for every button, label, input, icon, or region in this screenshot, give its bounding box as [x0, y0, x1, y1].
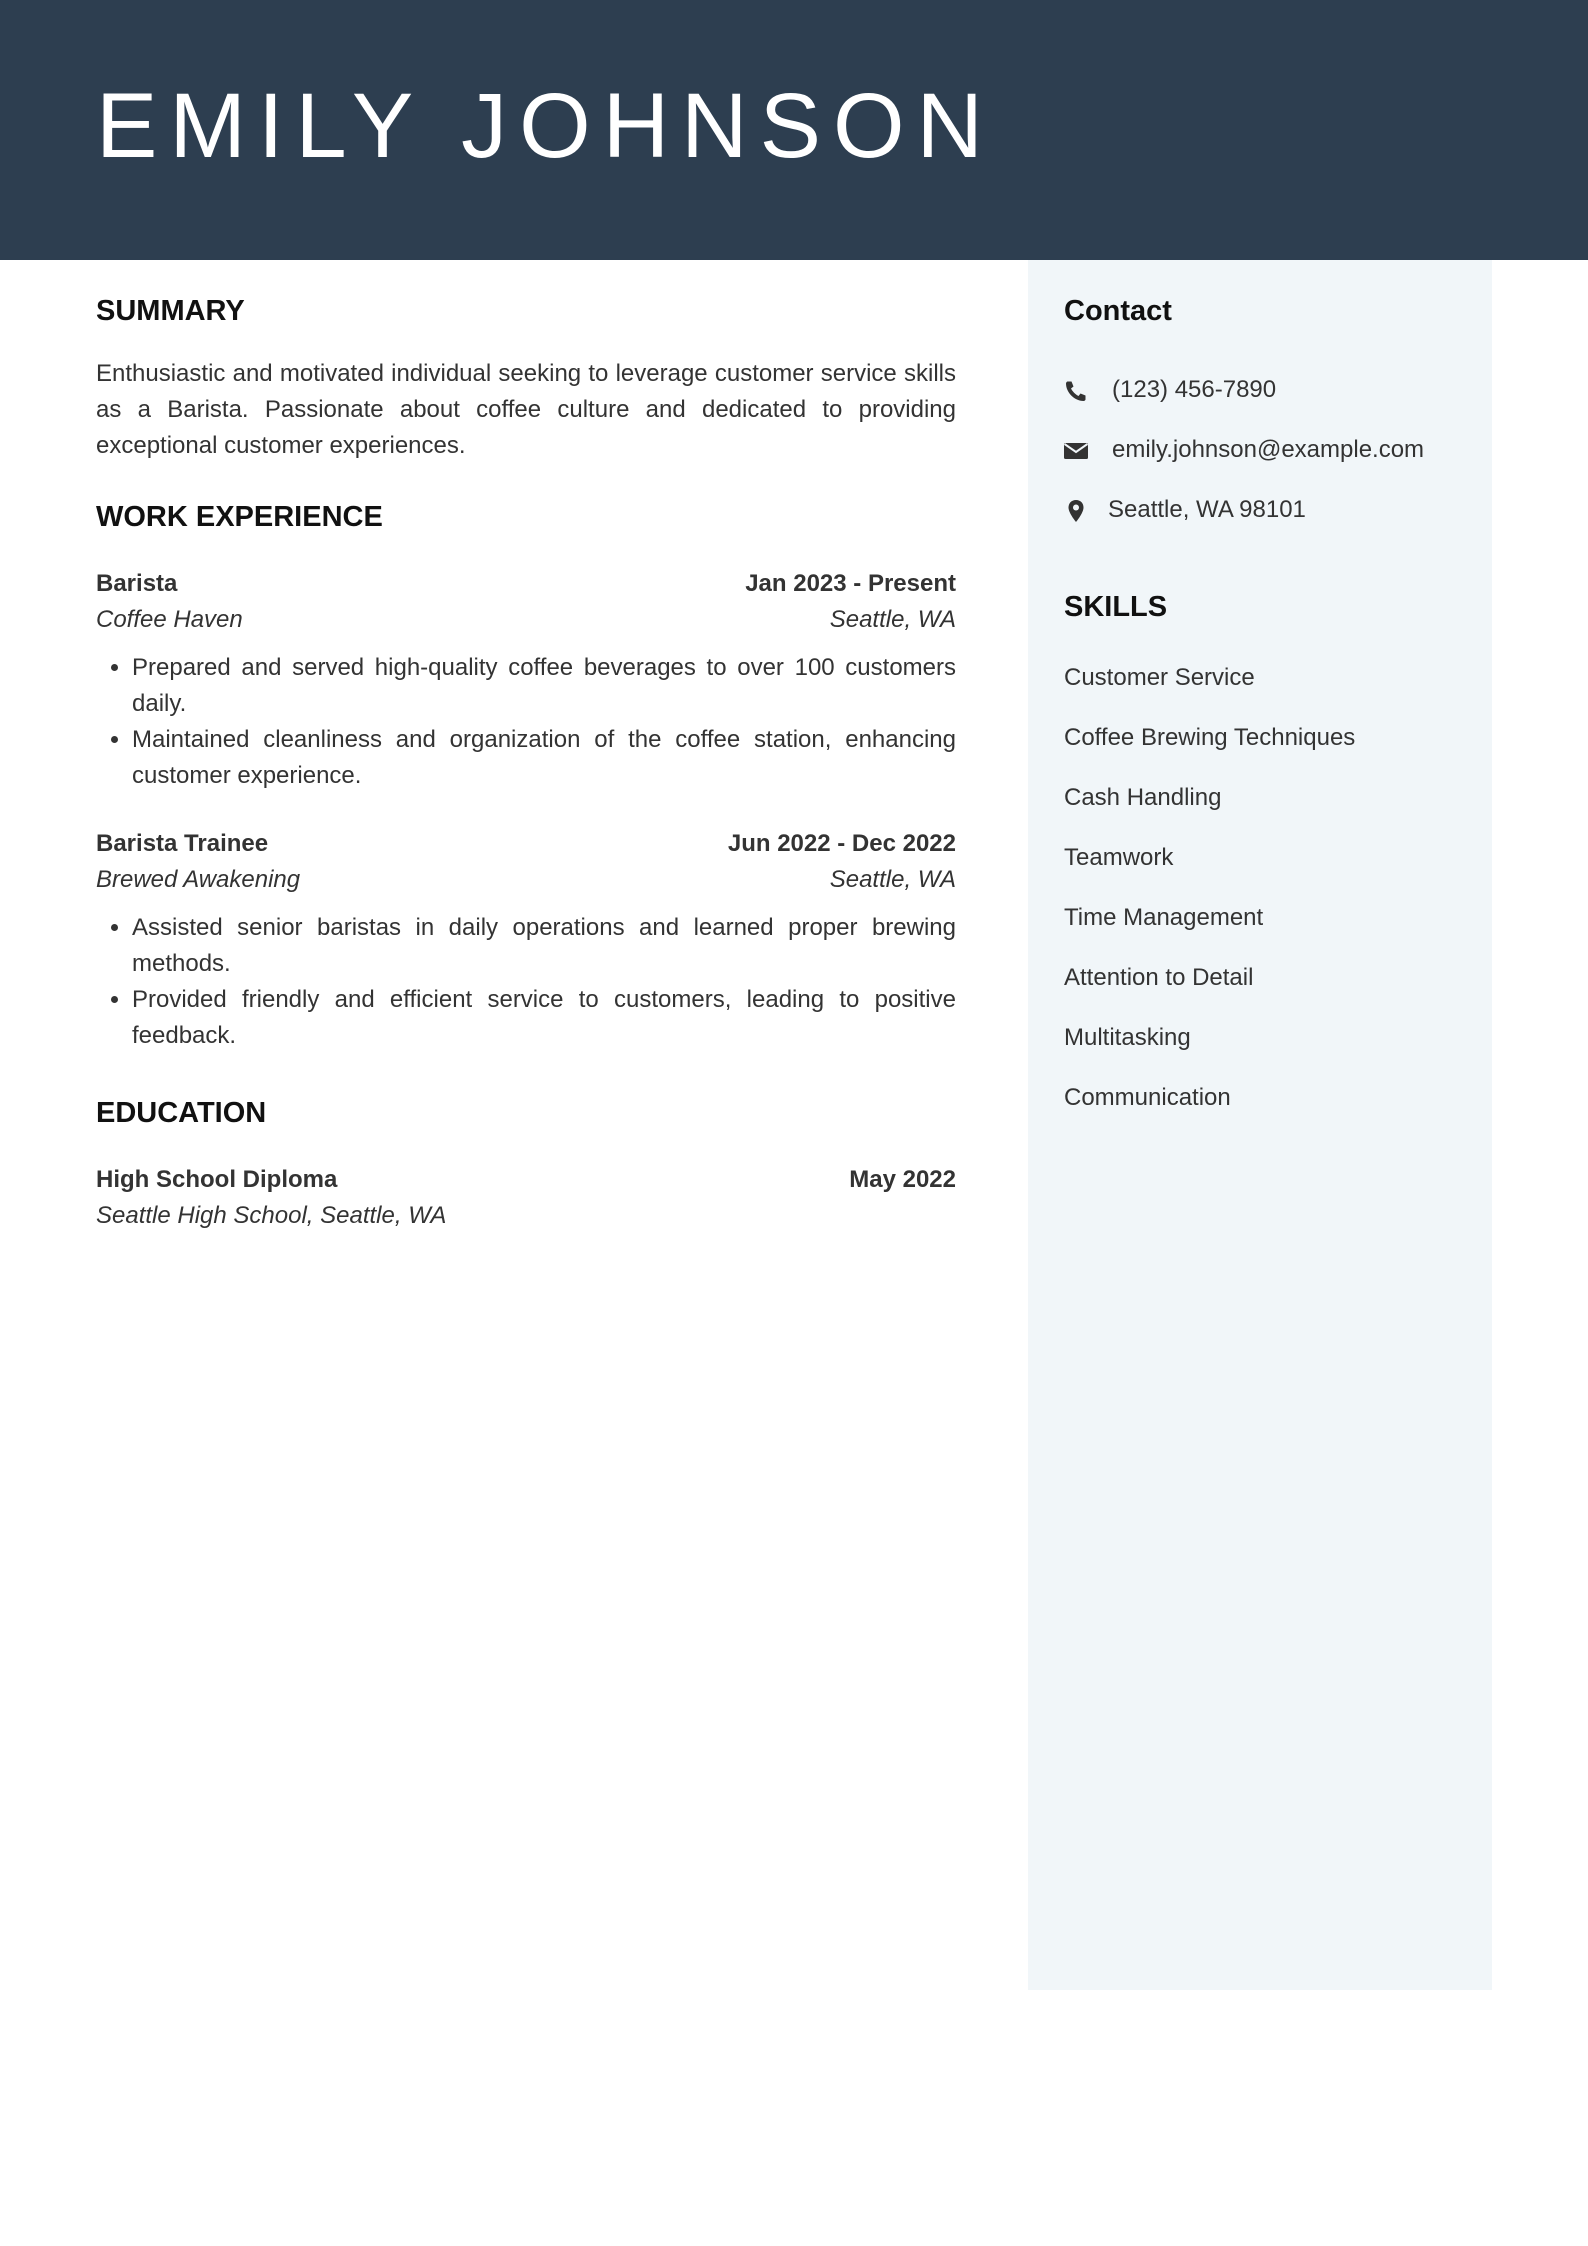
candidate-name: EMILY JOHNSON: [96, 75, 995, 177]
job-dates: Jan 2023 - Present: [745, 570, 956, 597]
summary-heading: SUMMARY: [96, 295, 245, 327]
skill-item: Customer Service: [1064, 664, 1255, 691]
envelope-icon: [1064, 438, 1088, 462]
job-bullets: [96, 650, 956, 794]
job-entry: [96, 566, 956, 794]
job-location: Seattle, WA: [829, 866, 956, 893]
phone-icon: [1064, 378, 1088, 402]
job-bullet: • Prepared and served high-quality coffee beverages to over 100 customers daily.: [132, 650, 956, 722]
job-title: Barista: [96, 570, 178, 597]
education-heading: EDUCATION: [96, 1097, 267, 1129]
skill-item: Cash Handling: [1064, 784, 1222, 811]
email-address: emily.johnson@example.com: [1112, 436, 1425, 463]
skills-list: [1064, 660, 1355, 1140]
sidebar: [1028, 260, 1492, 1990]
job-bullet: • Assisted senior baristas in daily operations and learned proper brewing methods.: [132, 910, 956, 982]
header-banner: [0, 0, 1588, 260]
contact-heading: Contact: [1064, 295, 1172, 327]
skill-item: Time Management: [1064, 904, 1264, 931]
phone-number: (123) 456-7890: [1112, 376, 1277, 403]
job-bullets: [96, 910, 956, 1054]
job-company: Brewed Awakening: [96, 866, 301, 893]
contact-email: [1064, 432, 1424, 468]
job-location: Seattle, WA: [829, 606, 956, 633]
job-entry: [96, 826, 956, 1054]
work-experience-heading: WORK EXPERIENCE: [96, 501, 383, 533]
degree: High School Diploma: [96, 1166, 338, 1193]
map-pin-icon: [1064, 498, 1088, 522]
skill-item: Communication: [1064, 1084, 1231, 1111]
location-text: Seattle, WA 98101: [1108, 496, 1306, 523]
contact-phone: [1064, 372, 1276, 408]
skill-item: Multitasking: [1064, 1024, 1191, 1051]
skills-heading: SKILLS: [1064, 591, 1168, 623]
job-bullet: • Provided friendly and efficient service to customers, leading to positive feedback.: [132, 982, 956, 1054]
skill-item: Teamwork: [1064, 844, 1174, 871]
skill-item: Coffee Brewing Techniques: [1064, 724, 1356, 751]
contact-location: [1064, 492, 1306, 528]
education-date: May 2022: [849, 1166, 956, 1193]
school: Seattle High School, Seattle, WA: [96, 1202, 447, 1229]
education-entry: [96, 1162, 956, 1234]
skill-item: Attention to Detail: [1064, 964, 1254, 991]
job-company: Coffee Haven: [96, 606, 243, 633]
job-bullet: • Maintained cleanliness and organization of the coffee station, enhancing customer experience.: [132, 722, 956, 794]
job-dates: Jun 2022 - Dec 2022: [727, 830, 956, 857]
job-title: Barista Trainee: [96, 830, 269, 857]
summary-text: Enthusiastic and motivated individual seeking to leverage customer service skills as a Barista. Passionate about coffee culture and dedicated to providing exceptional customer experiences.: [96, 360, 956, 459]
